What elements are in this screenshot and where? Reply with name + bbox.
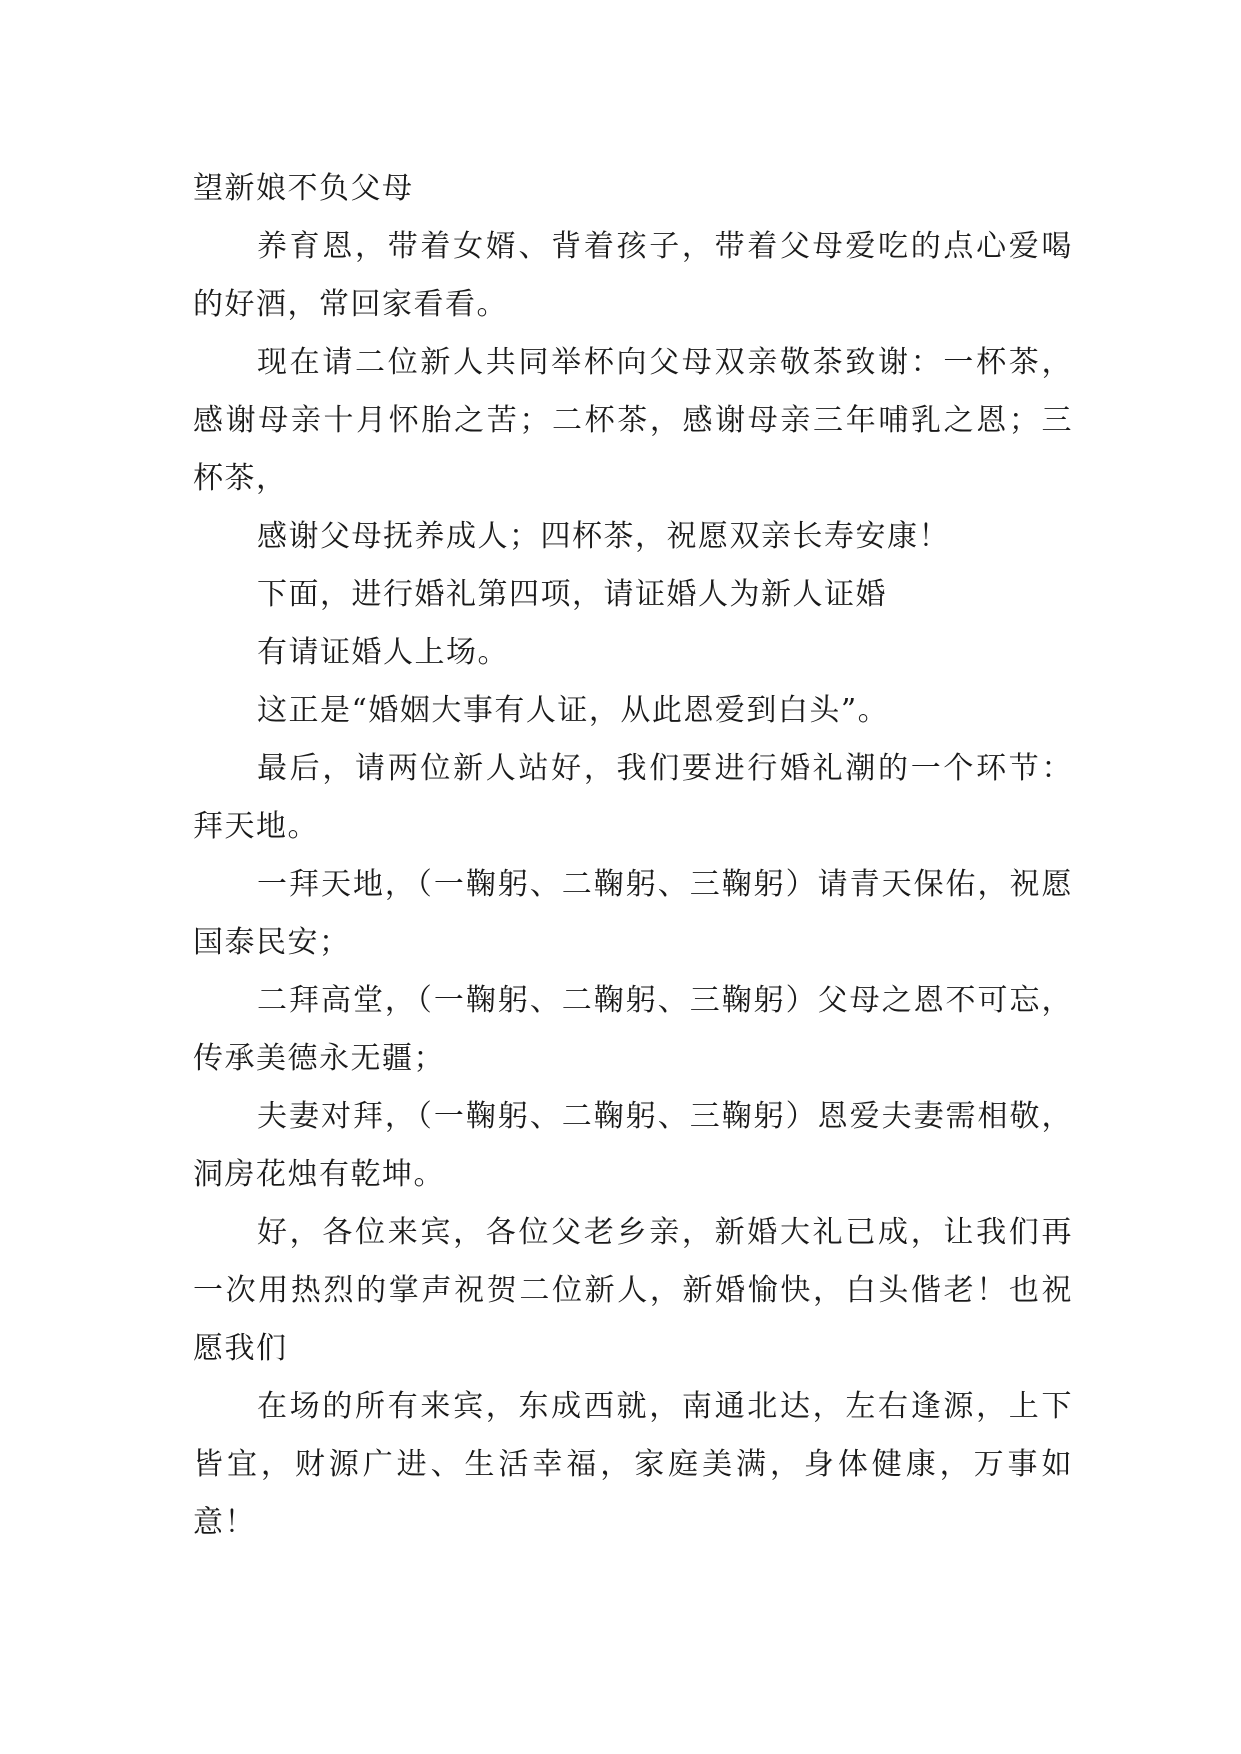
paragraph-11: 夫妻对拜，（一鞠躬、二鞠躬、三鞠躬）恩爱夫妻需相敬，洞房花烛有乾坤。 [193,1099,1073,1192]
paragraph-1: 望新娘不负父母 [193,171,414,206]
paragraph-4: 感谢父母抚养成人；四杯茶，祝愿双亲长寿安康！ [257,519,950,554]
paragraph-8: 最后，请两位新人站好，我们要进行婚礼潮的一个环节：拜天地。 [193,751,1073,844]
paragraph-5: 下面，进行婚礼第四项，请证婚人为新人证婚 [257,577,887,612]
paragraph-13: 在场的所有来宾，东成西就，南通北达，左右逢源，上下皆宜，财源广进、生活幸福，家庭美满，身体健康，万事如意！ [193,1389,1073,1540]
paragraph-7: 这正是“婚姻大事有人证，从此恩爱到白头”。 [257,693,890,728]
paragraph-2: 养育恩，带着女婿、背着孩子，带着父母爱吃的点心爱喝的好酒，常回家看看。 [193,229,1073,322]
paragraph-10: 二拜高堂，（一鞠躬、二鞠躬、三鞠躬）父母之恩不可忘，传承美德永无疆； [193,983,1073,1076]
paragraph-3: 现在请二位新人共同举杯向父母双亲敬茶致谢：一杯茶，感谢母亲十月怀胎之苦；二杯茶，感谢母亲三年哺乳之恩；三杯茶， [193,345,1073,496]
paragraph-12: 好，各位来宾，各位父老乡亲，新婚大礼已成，让我们再一次用热烈的掌声祝贺二位新人，新婚愉快，白头偕老！也祝愿我们 [193,1215,1073,1366]
document-body [193,160,1073,1552]
paragraph-6: 有请证婚人上场。 [257,635,509,670]
paragraph-9: 一拜天地，（一鞠躬、二鞠躬、三鞠躬）请青天保佑，祝愿国泰民安； [193,867,1073,960]
